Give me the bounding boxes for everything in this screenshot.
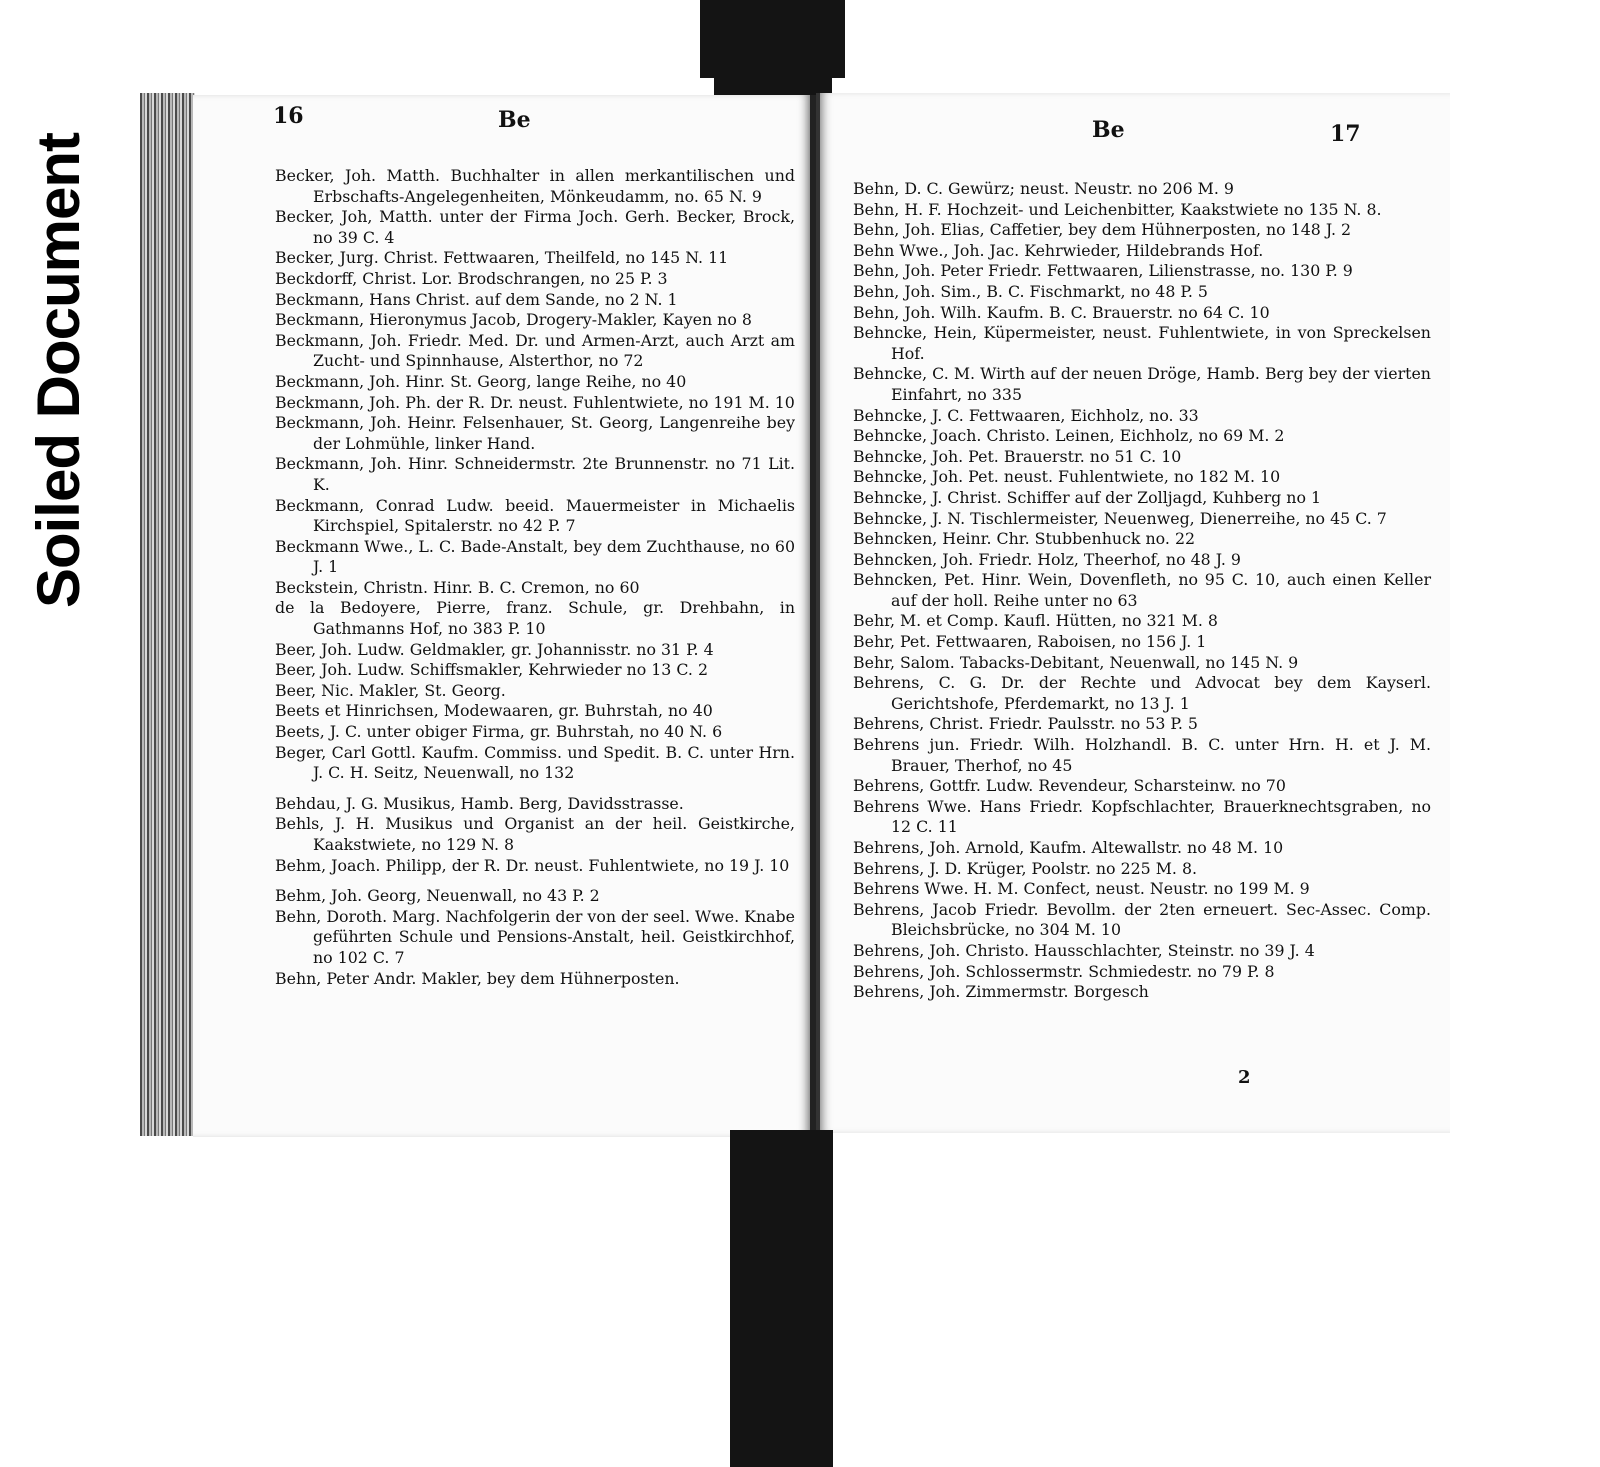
directory-entry: Behn, H. F. Hochzeit- und Leichenbitter, Kaakstwiete no 135 N. 8. [853, 199, 1382, 219]
directory-entry: Beckmann, Joh. Hinr. Schneidermstr. 2te Brunnenstr. no 71 Lit. K. [275, 454, 795, 494]
directory-entry: Behrens, J. D. Krüger, Poolstr. no 225 M. 8. [853, 858, 1198, 878]
directory-entry: Behm, Joh. Georg, Neuenwall, no 43 P. 2 [275, 886, 600, 906]
directory-entry: Behr, M. et Comp. Kaufl. Hütten, no 321 M. 8 [853, 611, 1218, 631]
directory-entry: Becker, Jurg. Christ. Fettwaaren, Theilfeld, no 145 N. 11 [275, 248, 729, 268]
left-entry-list [275, 166, 795, 989]
directory-entry: Behncke, J. Christ. Schiffer auf der Zolljagd, Kuhberg no 1 [853, 487, 1322, 507]
stamp-text: Soiled Document [25, 132, 93, 608]
directory-entry: Beckmann, Joh. Ph. der R. Dr. neust. Fuhlentwiete, no 191 M. 10 [275, 392, 795, 412]
directory-entry: Behn, Joh. Sim., B. C. Fischmarkt, no 48 P. 5 [853, 281, 1208, 301]
directory-entry: Beets, J. C. unter obiger Firma, gr. Buhrstah, no 40 N. 6 [275, 722, 723, 742]
directory-entry: Behrens, C. G. Dr. der Rechte und Advocat bey dem Kayserl. Gerichtshofe, Pferdemarkt, no 13 J. 1 [853, 673, 1431, 713]
right-page [816, 93, 1450, 1133]
directory-entry: Behrens, Christ. Friedr. Paulsstr. no 53 P. 5 [853, 714, 1198, 734]
page-block-edge [140, 93, 195, 1136]
directory-entry: Behncken, Heinr. Chr. Stubbenhuck no. 22 [853, 529, 1196, 549]
directory-entry: Behrens Wwe. H. M. Confect, neust. Neustr. no 199 M. 9 [853, 879, 1310, 899]
directory-entry: Behn, Joh. Peter Friedr. Fettwaaren, Lilienstrasse, no. 130 P. 9 [853, 261, 1353, 281]
directory-entry: Beckmann, Conrad Ludw. beeid. Mauermeister in Michaelis Kirchspiel, Spitalerstr. no 42 P. 7 [275, 495, 795, 536]
directory-entry: Behncke, Joh. Pet. Brauerstr. no 51 C. 10 [853, 446, 1182, 466]
directory-entry: Becker, Joh. Matth. Buchhalter in allen merkantilischen und Erbschafts-Angelegenheiten, Mönkeudamm, no. 65 N. 9 [275, 166, 795, 206]
directory-entry: Behncke, J. C. Fettwaaren, Eichholz, no. 33 [853, 405, 1199, 425]
directory-entry: Behrens, Joh. Christo. Hausschlachter, Steinstr. no 39 J. 4 [853, 940, 1315, 960]
directory-entry: Behm, Joach. Philipp, der R. Dr. neust. Fuhlentwiete, no 19 J. 10 [275, 855, 790, 875]
directory-entry: Behr, Pet. Fettwaaren, Raboisen, no 156 J. 1 [853, 632, 1207, 652]
directory-entry: Behrens, Gottfr. Ludw. Revendeur, Scharsteinw. no 70 [853, 776, 1286, 796]
left-page-header: Be [498, 107, 531, 133]
directory-entry: Beer, Joh. Ludw. Geldmakler, gr. Johannisstr. no 31 P. 4 [275, 639, 714, 659]
left-page-number: 16 [273, 103, 304, 129]
directory-entry: Behncke, J. N. Tischlermeister, Neuenweg, Dienerreihe, no 45 C. 7 [853, 508, 1387, 528]
binding-strip-top [700, 0, 845, 78]
directory-entry: Beets et Hinrichsen, Modewaaren, gr. Buhrstah, no 40 [275, 701, 713, 721]
directory-entry: Behncke, C. M. Wirth auf der neuen Dröge, Hamb. Berg bey der vierten Einfahrt, no 335 [853, 364, 1431, 404]
directory-entry: Beckstein, Christn. Hinr. B. C. Cremon, no 60 [275, 577, 640, 597]
directory-entry: Behrens, Joh. Schlossermstr. Schmiedestr. no 79 P. 8 [853, 961, 1275, 981]
directory-entry: Behrens Wwe. Hans Friedr. Kopfschlachter, Brauerknechtsgraben, no 12 C. 11 [853, 796, 1431, 837]
binding-strip-bottom [730, 1130, 833, 1467]
directory-entry: Behn, Joh. Wilh. Kaufm. B. C. Brauerstr. no 64 C. 10 [853, 302, 1270, 322]
directory-entry: Behn Wwe., Joh. Jac. Kehrwieder, Hildebrands Hof. [853, 240, 1264, 260]
directory-entry: Behn, Doroth. Marg. Nachfolgerin der von der seel. Wwe. Knabe geführten Schule und Pensions-Anstalt, heil. Geistkirchhof, no 102 C. 7 [275, 906, 795, 967]
directory-entry: Behr, Salom. Tabacks-Debitant, Neuenwall, no 145 N. 9 [853, 652, 1299, 672]
directory-entry: Behncken, Pet. Hinr. Wein, Dovenfleth, no 95 C. 10, auch einen Keller auf der holl. Reihe unter no 63 [853, 570, 1431, 610]
directory-entry: Behrens, Joh. Arnold, Kaufm. Altewallstr. no 48 M. 10 [853, 838, 1284, 857]
directory-entry: Behncke, Joach. Christo. Leinen, Eichholz, no 69 M. 2 [853, 426, 1285, 446]
directory-entry: Behn, Joh. Elias, Caffetier, bey dem Hühnerposten, no 148 J. 2 [853, 220, 1352, 240]
directory-entry: Behrens, Joh. Zimmermstr. Borgesch [853, 982, 1149, 1002]
directory-entry: Behn, Peter Andr. Makler, bey dem Hühnerposten. [275, 968, 680, 988]
directory-entry: Behrens jun. Friedr. Wilh. Holzhandl. B. C. unter Hrn. H. et J. M. Brauer, Therhof, no 45 [853, 735, 1431, 775]
directory-entry: Beckmann, Hans Christ. auf dem Sande, no 2 N. 1 [275, 289, 678, 309]
signature-mark: 2 [1238, 1067, 1251, 1088]
directory-entry: Behncke, Joh. Pet. neust. Fuhlentwiete, no 182 M. 10 [853, 467, 1281, 487]
directory-entry: Beckmann, Joh. Hinr. St. Georg, lange Reihe, no 40 [275, 371, 687, 391]
directory-entry: Behncken, Joh. Friedr. Holz, Theerhof, no 48 J. 9 [853, 549, 1241, 569]
soiled-document-stamp [14, 110, 104, 630]
directory-entry: Beer, Joh. Ludw. Schiffsmakler, Kehrwieder no 13 C. 2 [275, 660, 708, 680]
directory-entry: Behls, J. H. Musikus und Organist an der heil. Geistkirche, Kaakstwiete, no 129 N. 8 [275, 814, 795, 854]
directory-entry: Becker, Joh, Matth. unter der Firma Joch. Gerh. Becker, Brock, no 39 C. 4 [275, 207, 795, 247]
directory-entry: Beger, Carl Gottl. Kaufm. Commiss. und Spedit. B. C. unter Hrn. J. C. H. Seitz, Neuenwall, no 132 [275, 742, 795, 783]
right-page-header: Be [1092, 117, 1125, 143]
directory-entry: Beckmann, Joh. Friedr. Med. Dr. und Armen-Arzt, auch Arzt am Zucht- und Spinnhause, Alsterthor, no 72 [275, 330, 795, 371]
left-page [193, 95, 816, 1137]
directory-entry: Behdau, J. G. Musikus, Hamb. Berg, Davidsstrasse. [275, 793, 684, 813]
directory-entry: Beckdorff, Christ. Lor. Brodschrangen, no 25 P. 3 [275, 268, 668, 288]
directory-entry: de la Bedoyere, Pierre, franz. Schule, gr. Drehbahn, in Gathmanns Hof, no 383 P. 10 [275, 598, 795, 639]
right-page-number: 17 [1330, 121, 1361, 147]
directory-entry: Beckmann, Joh. Heinr. Felsenhauer, St. Georg, Langenreihe bey der Lohmühle, linker Hand. [275, 413, 795, 453]
directory-entry: Behn, D. C. Gewürz; neust. Neustr. no 206 M. 9 [853, 179, 1234, 198]
directory-entry: Beer, Nic. Makler, St. Georg. [275, 680, 506, 700]
right-entry-list [853, 179, 1431, 1003]
directory-entry: Beckmann Wwe., L. C. Bade-Anstalt, bey dem Zuchthause, no 60 J. 1 [275, 536, 795, 577]
directory-entry: Beckmann, Hieronymus Jacob, Drogery-Makler, Kayen no 8 [275, 310, 752, 330]
directory-entry: Behrens, Jacob Friedr. Bevollm. der 2ten erneuert. Sec-Assec. Comp. Bleichsbrücke, no 304 M. 10 [853, 899, 1431, 940]
directory-entry: Behncke, Hein, Küpermeister, neust. Fuhlentwiete, in von Spreckelsen Hof. [853, 323, 1431, 363]
